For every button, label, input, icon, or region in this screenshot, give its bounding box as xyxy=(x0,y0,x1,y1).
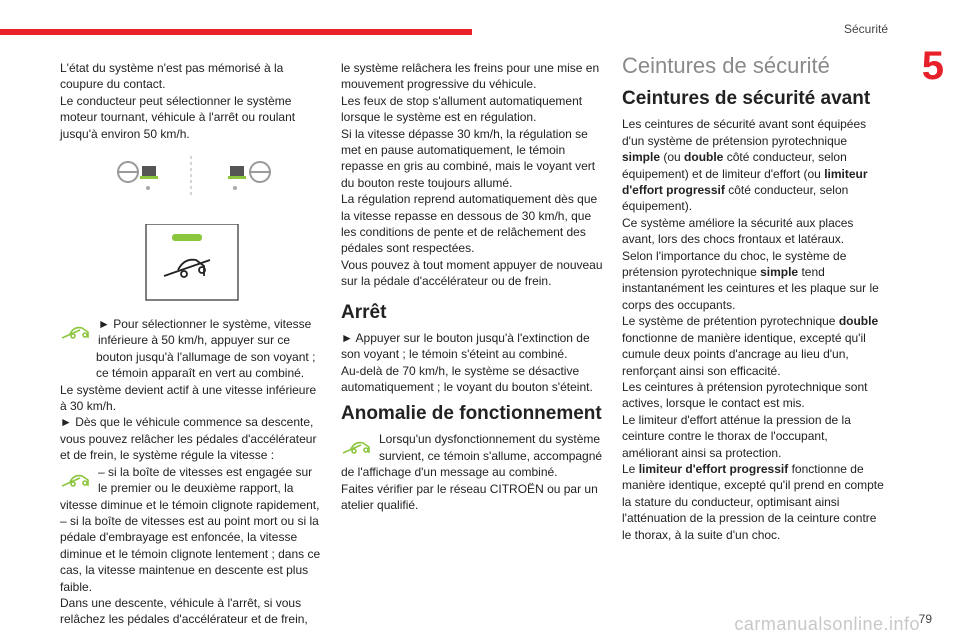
hill-descent-warning-icon xyxy=(341,435,375,459)
dashboard-lamp-figure xyxy=(60,156,322,216)
paragraph: – si la boîte de vitesses est engagée sur le premier ou le deuxième rapport, la vitesse diminue et le témoin clignote rapidement, xyxy=(60,464,320,512)
paragraph: ► Dès que le véhicule commence sa descente, vous pouvez relâcher les pédales d'accélérateur et de frein, le système régule la vitesse : xyxy=(60,415,317,463)
heading-arret: Arrêt xyxy=(341,301,387,323)
paragraph: ► Appuyer sur le bouton jusqu'à l'extinction de son voyant ; le témoin s'éteint au combiné. xyxy=(341,330,590,362)
paragraph: Les ceintures de sécurité avant sont équipées d'un système de prétension pyrotechnique simple (ou double côté conducteur, selon équipement) et de limiteur d'effort (ou limiteur d'effort progressif côté conducteur, selon équipement). xyxy=(622,117,868,214)
hill-descent-warning-icon xyxy=(60,320,94,344)
chapter-number: 5 xyxy=(921,44,944,88)
paragraph: Le limiteur d'effort progressif fonctionne de manière identique, excepté qu'il prend en compte la stature du conducteur, optimisant ainsi l'atténuation de la pression de la ceinture contre le thorax, à la suite d'un choc. xyxy=(622,461,884,542)
paragraph: Ce système améliore la sécurité aux places avant, lors des chocs frontaux et latéraux. xyxy=(622,215,854,247)
paragraph: Faites vérifier par le réseau CITROËN ou par un atelier qualifié. xyxy=(341,481,598,512)
section-title: Ceintures de sécurité xyxy=(622,53,830,78)
section-name: Sécurité xyxy=(843,22,888,36)
column-3 xyxy=(622,53,884,543)
paragraph: Le conducteur peut sélectionner le système moteur tournant, véhicule à l'arrêt ou roulant jusqu'à environ 50 km/h. xyxy=(60,93,296,141)
paragraph: La régulation reprend automatiquement dès que la vitesse repasse en dessous de 30 km/h, que les conditions de pente et de relâchement des pédales sont respectées. xyxy=(341,192,598,256)
paragraph: ► Pour sélectionner le système, vitesse inférieure à 50 km/h, appuyer sur ce bouton jusqu'à l'allumage de son voyant ; ce témoin apparaît en vert au combiné. xyxy=(96,317,316,381)
paragraph: Selon l'importance du choc, le système de prétension pyrotechnique simple tend instantanément les ceintures et les plaque sur le corps des occupants. xyxy=(622,248,879,312)
column-2 xyxy=(341,60,606,513)
paragraph: Lorsqu'un dysfonctionnement du système survient, ce témoin s'allume, accompagné de l'affichage d'un message au combiné. xyxy=(341,432,603,480)
paragraph: le système relâchera les freins pour une mise en mouvement progressive du véhicule. xyxy=(341,61,600,92)
hill-descent-warning-icon xyxy=(60,468,94,492)
watermark: carmanualsonline.info xyxy=(734,614,920,634)
paragraph: L'état du système n'est pas mémorisé à la coupure du contact. xyxy=(60,61,284,92)
paragraph: Le système de prétention pyrotechnique double fonctionne de manière identique, excepté qu'il cumule deux points d'ancrage au lieu d'un, renforçant ainsi son efficacité. xyxy=(622,314,879,378)
hill-descent-button-figure xyxy=(60,224,322,304)
heading-anomalie: Anomalie de fonctionnement xyxy=(341,403,602,425)
top-accent-bar xyxy=(0,29,472,35)
paragraph: Au-delà de 70 km/h, le système se désactive automatiquement ; le voyant du bouton s'éteint. xyxy=(341,363,593,394)
paragraph: Le limiteur d'effort atténue la pression de la ceinture contre le thorax de l'occupant, améliorant ainsi sa protection. xyxy=(622,412,851,460)
paragraph: Dans une descente, véhicule à l'arrêt, si vous relâchez les pédales d'accélérateur et de frein, xyxy=(60,595,308,627)
subsection-title: Ceintures de sécurité avant xyxy=(622,88,871,110)
paragraph: Le système devient actif à une vitesse inférieure à 30 km/h. xyxy=(60,382,317,414)
paragraph: Les feux de stop s'allument automatiquement lorsque le système est en régulation. xyxy=(341,93,583,125)
paragraph: Les ceintures à prétension pyrotechnique sont actives, lorsque le contact est mis. xyxy=(622,379,868,411)
paragraph: – si la boîte de vitesses est au point mort ou si la pédale d'embrayage est enfoncée, la vitesse diminue et le témoin clignote lentement ; dans ce cas, la vitesse maintenue en descente est plus faible. xyxy=(60,513,321,594)
paragraph: Vous pouvez à tout moment appuyer de nouveau sur la pédale d'accélérateur ou de frein. xyxy=(341,257,603,289)
paragraph: Si la vitesse dépasse 30 km/h, la régulation se met en pause automatiquement, le témoin repasse en gris au combiné, mais le voyant vert du bouton reste toujours allumé. xyxy=(341,126,596,190)
column-1 xyxy=(60,60,322,628)
page-number: 79 xyxy=(918,612,932,626)
